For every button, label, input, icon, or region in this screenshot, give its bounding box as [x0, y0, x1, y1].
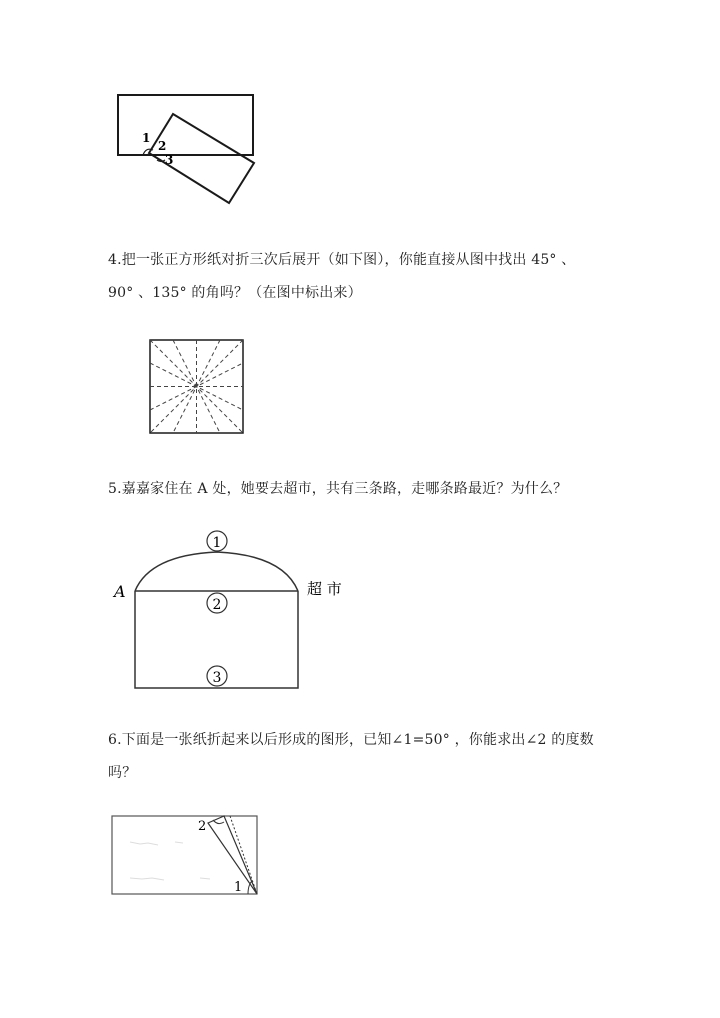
folded-paper-figure: [105, 810, 265, 900]
route-2-label: 2: [212, 597, 222, 613]
route-3-label: 3: [212, 670, 222, 686]
overlapping-rectangles-figure: [105, 85, 270, 215]
question-5-text: 5.嘉嘉家住在 A 处，她要去超市，共有三条路，走哪条路最近？为什么？: [108, 481, 568, 497]
supermarket-label: 超 市: [307, 580, 342, 598]
angle-label-3: 3: [165, 153, 174, 167]
point-a-label: A: [114, 582, 126, 601]
horizontal-rectangle: [118, 95, 253, 155]
angle-label-1: 1: [142, 131, 151, 145]
question-4-line-2: 90° 、135° 的角吗？（在图中标出来）: [108, 285, 362, 301]
routes-figure: [105, 525, 365, 695]
question-4-line-1: 4.把一张正方形纸对折三次后展开（如下图），你能直接从图中找出 45° 、: [108, 252, 576, 268]
route-1-arc: [135, 552, 298, 591]
angle-label-1: 1: [234, 880, 243, 895]
folded-flap: [208, 816, 257, 894]
folded-square-figure: [145, 335, 250, 440]
angle-label-2: 2: [158, 139, 167, 153]
question-6-line-1: 6.下面是一张纸折起来以后形成的图形，已知∠1=50° ，你能求出∠2 的度数: [108, 732, 594, 748]
angle-label-2: 2: [198, 819, 207, 834]
route-1-label: 1: [212, 535, 222, 551]
question-6-line-2: 吗？: [108, 765, 137, 781]
